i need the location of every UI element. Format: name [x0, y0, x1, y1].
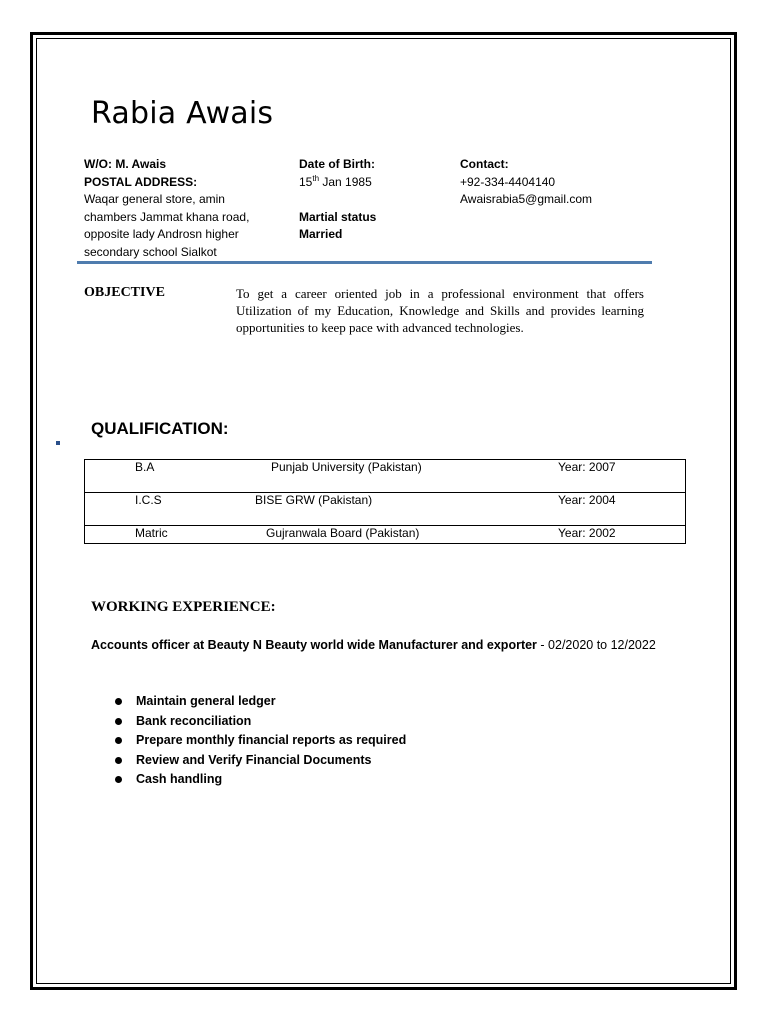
job-entry	[91, 636, 661, 655]
email-address: Awaisrabia5@gmail.com	[460, 192, 593, 206]
personal-info-block	[84, 156, 274, 261]
degree-cell: Matric	[135, 526, 271, 544]
table-row	[85, 526, 686, 544]
marital-status-value: Married	[299, 227, 343, 241]
experience-title: WORKING EXPERIENCE:	[91, 599, 276, 615]
candidate-name: Rabia Awais	[91, 96, 274, 131]
board-cell: Gujranwala Board (Pakistan)	[271, 526, 558, 544]
bullet-icon	[115, 776, 122, 783]
bullet-icon	[115, 718, 122, 725]
bullet-icon	[115, 757, 122, 764]
bullet-icon	[115, 698, 122, 705]
contact-label: Contact:	[460, 157, 509, 171]
qualification-title: QUALIFICATION:	[91, 419, 229, 438]
list-item: Review and Verify Financial Documents	[115, 751, 406, 771]
objective-label: OBJECTIVE	[84, 285, 165, 300]
list-item: Bank reconciliation	[115, 712, 406, 732]
marital-status-label: Martial status	[299, 209, 377, 224]
job-title: Accounts officer at Beauty N Beauty world wide Manufacturer and exporter	[91, 638, 537, 652]
header-divider	[77, 261, 652, 264]
address-line: chambers Jammat khana road,	[84, 209, 250, 224]
list-item: Maintain general ledger	[115, 692, 406, 712]
birth-info-block	[299, 156, 449, 244]
list-item: Cash handling	[115, 770, 406, 790]
board-cell: BISE GRW (Pakistan)	[271, 493, 558, 526]
year-cell: Year: 2004	[558, 493, 686, 526]
contact-block	[460, 156, 650, 209]
year-cell: Year: 2007	[558, 460, 686, 493]
objective-text: To get a career oriented job in a professional environment that offers Utilization of my Education, Knowledge and Skills and provides learning opportunities to keep pace with advanced technologies.	[236, 286, 644, 335]
bullet-icon	[115, 737, 122, 744]
phone-number: +92-334-4404140	[460, 174, 556, 189]
degree-cell: I.C.S	[135, 493, 271, 526]
board-cell: Punjab University (Pakistan)	[271, 460, 558, 493]
list-item: Prepare monthly financial reports as required	[115, 731, 406, 751]
spouse-name: W/O: M. Awais	[84, 157, 167, 171]
duties-list	[115, 692, 406, 790]
qualification-table	[84, 459, 686, 544]
year-cell: Year: 2002	[558, 526, 686, 544]
dob-label: Date of Birth:	[299, 157, 375, 171]
section-marker	[56, 441, 60, 445]
job-dates: - 02/2020 to 12/2022	[536, 638, 656, 652]
table-row	[85, 493, 686, 526]
address-line: secondary school Sialkot	[84, 244, 217, 259]
address-line: opposite lady Androsn higher	[84, 227, 239, 241]
degree-cell: B.A	[135, 460, 271, 493]
dob-value: 15th Jan 1985	[299, 173, 372, 189]
postal-address-label: POSTAL ADDRESS:	[84, 174, 198, 189]
table-row	[85, 460, 686, 493]
address-line: Waqar general store, amin	[84, 192, 225, 206]
